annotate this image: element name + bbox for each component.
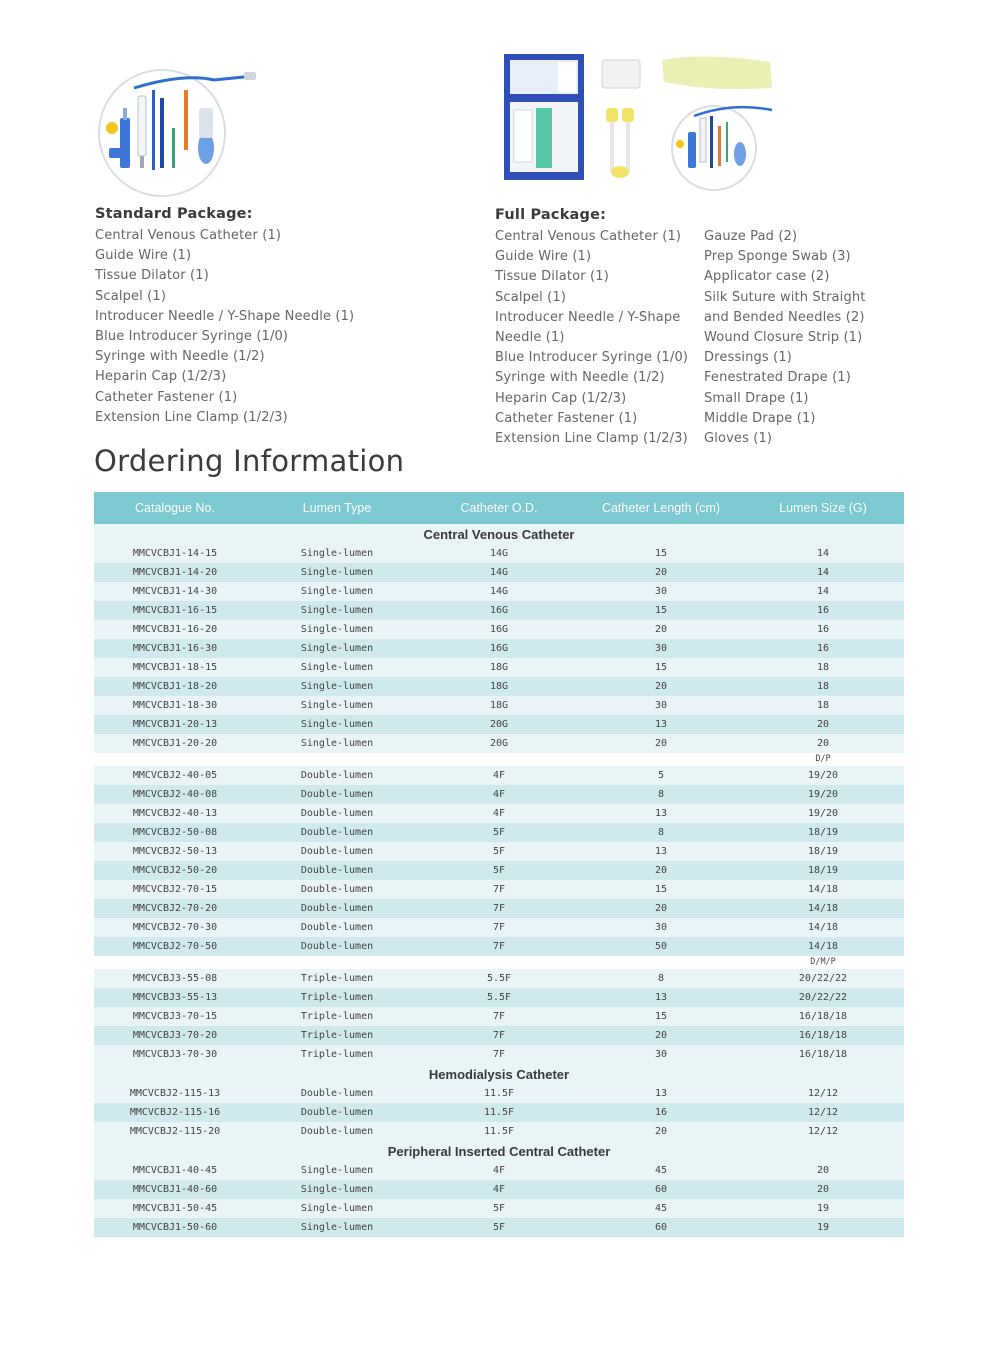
catheter-length-cell: 8 [580,969,742,988]
catheter-od-cell: 4F [418,1180,580,1199]
lumen-type-cell: Single-lumen [256,563,418,582]
lumen-type-cell: Double-lumen [256,804,418,823]
lumen-type-cell: Double-lumen [256,1122,418,1141]
catheter-length-cell: 60 [580,1218,742,1237]
catalogue-no-cell: MMCVCBJ2-50-08 [94,823,256,842]
lumen-size-cell: 18 [742,658,904,677]
catheter-od-cell: 18G [418,696,580,715]
catalogue-no-cell: MMCVCBJ2-70-50 [94,937,256,956]
lumen-type-cell: Single-lumen [256,639,418,658]
lumen-type-cell: Single-lumen [256,620,418,639]
catalogue-no-cell: MMCVCBJ2-40-05 [94,766,256,785]
lumen-size-cell: 14/18 [742,880,904,899]
lumen-size-cell: 18/19 [742,823,904,842]
catalogue-no-cell: MMCVCBJ1-16-20 [94,620,256,639]
table-header-row [94,492,904,524]
lumen-type-cell: Single-lumen [256,734,418,753]
catalogue-no-cell: MMCVCBJ1-18-20 [94,677,256,696]
catheter-length-cell: 20 [580,1026,742,1045]
catalogue-no-cell: MMCVCBJ2-115-16 [94,1103,256,1122]
lumen-size-cell: 19/20 [742,804,904,823]
lumen-size-cell: 14 [742,582,904,601]
catheter-length-cell: 20 [580,563,742,582]
lumen-size-cell: 12/12 [742,1103,904,1122]
lumen-position-note: D/M/P [742,956,904,969]
catheter-od-cell: 5F [418,823,580,842]
list-item: Middle Drape (1) [704,410,816,426]
catheter-length-cell: 20 [580,861,742,880]
table-row [94,620,904,639]
catheter-length-cell: 30 [580,639,742,658]
spacer-cell [580,753,742,766]
catheter-od-cell: 5.5F [418,988,580,1007]
catheter-length-cell: 45 [580,1161,742,1180]
ordering-table [94,492,904,1237]
catheter-length-cell: 8 [580,785,742,804]
catheter-od-cell: 7F [418,899,580,918]
catheter-length-cell: 15 [580,880,742,899]
lumen-type-cell: Double-lumen [256,899,418,918]
full-package-list-right [704,227,865,449]
spacer-cell [418,956,580,969]
list-item: Blue Introducer Syringe (1/0) [495,350,689,366]
catalogue-no-cell: MMCVCBJ1-20-13 [94,715,256,734]
lumen-type-cell: Triple-lumen [256,1045,418,1064]
catheter-od-cell: 18G [418,677,580,696]
catheter-od-cell: 20G [418,715,580,734]
list-item: Syringe with Needle (1/2) [95,349,265,365]
lumen-type-cell: Double-lumen [256,785,418,804]
list-item: Needle (1) [495,330,565,346]
list-item: Guide Wire (1) [495,249,592,265]
lumen-type-cell: Single-lumen [256,544,418,563]
catheter-od-cell: 7F [418,918,580,937]
group-title: Hemodialysis Catheter [94,1064,904,1084]
catalogue-no-cell: MMCVCBJ1-16-15 [94,601,256,620]
header-catheter-od: Catheter O.D. [418,492,580,524]
catheter-length-cell: 5 [580,766,742,785]
lumen-size-cell: 19/20 [742,785,904,804]
catalogue-no-cell: MMCVCBJ1-50-60 [94,1218,256,1237]
lumen-type-cell: Single-lumen [256,1180,418,1199]
catalogue-no-cell: MMCVCBJ1-40-60 [94,1180,256,1199]
catheter-length-cell: 13 [580,842,742,861]
catalogue-no-cell: MMCVCBJ1-50-45 [94,1199,256,1218]
lumen-size-cell: 18 [742,696,904,715]
spacer-cell [94,753,256,766]
table-row [94,1103,904,1122]
header-catheter-length: Catheter Length (cm) [580,492,742,524]
list-item: Scalpel (1) [95,288,167,304]
list-item: and Bended Needles (2) [704,309,865,325]
catalogue-no-cell: MMCVCBJ2-40-13 [94,804,256,823]
list-item: Introducer Needle / Y-Shape Needle (1) [95,308,355,324]
table-row [94,785,904,804]
catheter-length-cell: 13 [580,988,742,1007]
table-row [94,766,904,785]
catheter-length-cell: 15 [580,658,742,677]
table-row [94,601,904,620]
full-package-image [502,52,792,192]
table-row [94,804,904,823]
list-item: Central Venous Catheter (1) [495,229,682,244]
lumen-type-cell: Single-lumen [256,601,418,620]
catalogue-no-cell: MMCVCBJ2-115-20 [94,1122,256,1141]
table-row [94,1007,904,1026]
catheter-length-cell: 8 [580,823,742,842]
lumen-size-cell: 20 [742,734,904,753]
lumen-size-cell: 16 [742,620,904,639]
catalogue-no-cell: MMCVCBJ2-115-13 [94,1084,256,1103]
table-group-row [94,1064,904,1084]
catalogue-no-cell: MMCVCBJ3-70-30 [94,1045,256,1064]
catheter-od-cell: 7F [418,1026,580,1045]
catheter-length-cell: 20 [580,677,742,696]
table-group-row [94,1141,904,1161]
table-row [94,1161,904,1180]
list-item: Extension Line Clamp (1/2/3) [495,431,688,447]
table-row [94,988,904,1007]
lumen-type-cell: Double-lumen [256,937,418,956]
catalogue-no-cell: MMCVCBJ1-14-20 [94,563,256,582]
catheter-length-cell: 30 [580,918,742,937]
lumen-type-cell: Single-lumen [256,582,418,601]
catalogue-no-cell: MMCVCBJ1-14-15 [94,544,256,563]
lumen-size-cell: 19/20 [742,766,904,785]
spacer-cell [94,956,256,969]
catheter-od-cell: 4F [418,804,580,823]
table-row [94,1218,904,1237]
catheter-od-cell: 5.5F [418,969,580,988]
lumen-size-cell: 16/18/18 [742,1007,904,1026]
catalogue-no-cell: MMCVCBJ2-70-20 [94,899,256,918]
table-row [94,880,904,899]
list-item: Heparin Cap (1/2/3) [95,369,227,385]
table-row [94,1122,904,1141]
lumen-size-cell: 12/12 [742,1122,904,1141]
table-row [94,734,904,753]
lumen-type-cell: Double-lumen [256,823,418,842]
catheter-od-cell: 16G [418,620,580,639]
list-item: Blue Introducer Syringe (1/0) [95,329,289,345]
lumen-size-cell: 16 [742,639,904,658]
catheter-od-cell: 14G [418,563,580,582]
lumen-type-cell: Triple-lumen [256,1007,418,1026]
table-row [94,582,904,601]
table-row [94,1026,904,1045]
list-item: Catheter Fastener (1) [495,410,638,426]
catheter-length-cell: 50 [580,937,742,956]
lumen-size-cell: 19 [742,1199,904,1218]
table-row [94,677,904,696]
table-row [94,544,904,563]
lumen-type-cell: Double-lumen [256,918,418,937]
catheter-length-cell: 45 [580,1199,742,1218]
catheter-od-cell: 5F [418,861,580,880]
catheter-length-cell: 20 [580,734,742,753]
catheter-length-cell: 13 [580,804,742,823]
table-row [94,715,904,734]
lumen-size-cell: 16 [742,601,904,620]
catalogue-no-cell: MMCVCBJ2-70-15 [94,880,256,899]
lumen-type-cell: Triple-lumen [256,969,418,988]
lumen-type-cell: Double-lumen [256,766,418,785]
catheter-length-cell: 30 [580,1045,742,1064]
spacer-cell [418,753,580,766]
ordering-table-body [94,524,904,1237]
list-item: Central Venous Catheter (1) [95,228,282,243]
list-item: Silk Suture with Straight [704,289,866,305]
list-item: Heparin Cap (1/2/3) [495,390,627,406]
catalogue-no-cell: MMCVCBJ1-14-30 [94,582,256,601]
catheter-length-cell: 20 [580,1122,742,1141]
table-spacer-row [94,753,904,766]
catalogue-no-cell: MMCVCBJ1-40-45 [94,1161,256,1180]
catalogue-no-cell: MMCVCBJ2-50-20 [94,861,256,880]
catheter-od-cell: 5F [418,1218,580,1237]
lumen-size-cell: 16/18/18 [742,1045,904,1064]
standard-package-image [94,68,264,198]
table-row [94,658,904,677]
spacer-cell [580,956,742,969]
list-item: Fenestrated Drape (1) [704,370,851,386]
catheter-od-cell: 5F [418,1199,580,1218]
table-row [94,823,904,842]
lumen-size-cell: 20/22/22 [742,988,904,1007]
lumen-type-cell: Single-lumen [256,1218,418,1237]
lumen-position-note: D/P [742,753,904,766]
lumen-size-cell: 20 [742,715,904,734]
lumen-type-cell: Double-lumen [256,1084,418,1103]
catheter-length-cell: 30 [580,696,742,715]
lumen-type-cell: Single-lumen [256,1199,418,1218]
table-row [94,1084,904,1103]
list-item: Tissue Dilator (1) [95,268,209,284]
catheter-length-cell: 16 [580,1103,742,1122]
catheter-length-cell: 60 [580,1180,742,1199]
catalogue-no-cell: MMCVCBJ2-70-30 [94,918,256,937]
table-row [94,842,904,861]
catheter-od-cell: 4F [418,766,580,785]
lumen-type-cell: Triple-lumen [256,988,418,1007]
lumen-type-cell: Single-lumen [256,1161,418,1180]
catheter-length-cell: 20 [580,620,742,639]
table-row [94,918,904,937]
catheter-od-cell: 11.5F [418,1122,580,1141]
catheter-od-cell: 16G [418,601,580,620]
header-lumen-size: Lumen Size (G) [742,492,904,524]
list-item: Introducer Needle / Y-Shape [495,309,681,325]
lumen-type-cell: Single-lumen [256,696,418,715]
catalogue-no-cell: MMCVCBJ2-50-13 [94,842,256,861]
list-item: Applicator case (2) [704,269,830,285]
catheter-length-cell: 20 [580,899,742,918]
lumen-type-cell: Triple-lumen [256,1026,418,1045]
catheter-od-cell: 7F [418,937,580,956]
table-spacer-row [94,956,904,969]
list-item: Tissue Dilator (1) [495,269,609,285]
lumen-size-cell: 18/19 [742,861,904,880]
catheter-od-cell: 5F [418,842,580,861]
spacer-cell [256,956,418,969]
table-row [94,1045,904,1064]
catheter-od-cell: 14G [418,544,580,563]
list-item: Wound Closure Strip (1) [704,330,863,346]
list-item: Small Drape (1) [704,390,809,406]
standard-package-title: Standard Package: [95,206,253,222]
catheter-length-cell: 13 [580,1084,742,1103]
table-row [94,563,904,582]
lumen-size-cell: 18 [742,677,904,696]
list-item: Syringe with Needle (1/2) [495,370,665,386]
catalogue-no-cell: MMCVCBJ1-18-30 [94,696,256,715]
full-package-list-left [495,227,688,449]
list-item: Dressings (1) [704,350,792,366]
table-row [94,639,904,658]
table-group-row [94,524,904,544]
group-title: Peripheral Inserted Central Catheter [94,1141,904,1161]
table-row [94,1180,904,1199]
catheter-od-cell: 7F [418,1045,580,1064]
list-item: Gauze Pad (2) [704,229,798,244]
header-lumen-type: Lumen Type [256,492,418,524]
catalogue-no-cell: MMCVCBJ3-70-15 [94,1007,256,1026]
spacer-cell [256,753,418,766]
lumen-size-cell: 16/18/18 [742,1026,904,1045]
full-package-title: Full Package: [495,207,607,223]
catheter-od-cell: 7F [418,880,580,899]
lumen-size-cell: 14/18 [742,918,904,937]
lumen-size-cell: 14/18 [742,937,904,956]
list-item: Extension Line Clamp (1/2/3) [95,409,288,425]
catheter-length-cell: 15 [580,1007,742,1026]
catalogue-no-cell: MMCVCBJ3-70-20 [94,1026,256,1045]
group-title: Central Venous Catheter [94,524,904,544]
lumen-size-cell: 14 [742,544,904,563]
catheter-length-cell: 13 [580,715,742,734]
catheter-od-cell: 4F [418,1161,580,1180]
catheter-length-cell: 15 [580,544,742,563]
list-item: Prep Sponge Swab (3) [704,249,851,265]
catalogue-no-cell: MMCVCBJ3-55-08 [94,969,256,988]
lumen-size-cell: 19 [742,1218,904,1237]
catheter-od-cell: 20G [418,734,580,753]
table-row [94,696,904,715]
catalogue-no-cell: MMCVCBJ1-20-20 [94,734,256,753]
lumen-size-cell: 18/19 [742,842,904,861]
lumen-type-cell: Single-lumen [256,715,418,734]
lumen-type-cell: Single-lumen [256,677,418,696]
catalogue-no-cell: MMCVCBJ2-40-08 [94,785,256,804]
lumen-type-cell: Double-lumen [256,880,418,899]
table-row [94,937,904,956]
table-row [94,969,904,988]
lumen-size-cell: 12/12 [742,1084,904,1103]
catheter-od-cell: 14G [418,582,580,601]
lumen-type-cell: Double-lumen [256,861,418,880]
list-item: Catheter Fastener (1) [95,389,238,405]
header-catalogue-no: Catalogue No. [94,492,256,524]
catheter-od-cell: 11.5F [418,1084,580,1103]
catheter-od-cell: 4F [418,785,580,804]
lumen-size-cell: 20/22/22 [742,969,904,988]
catalogue-no-cell: MMCVCBJ1-18-15 [94,658,256,677]
catalogue-no-cell: MMCVCBJ1-16-30 [94,639,256,658]
lumen-size-cell: 14/18 [742,899,904,918]
catheter-od-cell: 16G [418,639,580,658]
catheter-length-cell: 30 [580,582,742,601]
lumen-type-cell: Double-lumen [256,842,418,861]
catheter-od-cell: 11.5F [418,1103,580,1122]
lumen-size-cell: 20 [742,1180,904,1199]
list-item: Gloves (1) [704,431,773,447]
standard-package-list [95,226,354,428]
lumen-type-cell: Single-lumen [256,658,418,677]
lumen-type-cell: Double-lumen [256,1103,418,1122]
lumen-size-cell: 14 [742,563,904,582]
ordering-heading: Ordering Information [94,444,405,478]
list-item: Guide Wire (1) [95,248,192,264]
catheter-od-cell: 7F [418,1007,580,1026]
lumen-size-cell: 20 [742,1161,904,1180]
table-row [94,1199,904,1218]
list-item: Scalpel (1) [495,289,567,305]
catalogue-no-cell: MMCVCBJ3-55-13 [94,988,256,1007]
catheter-od-cell: 18G [418,658,580,677]
table-row [94,899,904,918]
catheter-length-cell: 15 [580,601,742,620]
table-row [94,861,904,880]
